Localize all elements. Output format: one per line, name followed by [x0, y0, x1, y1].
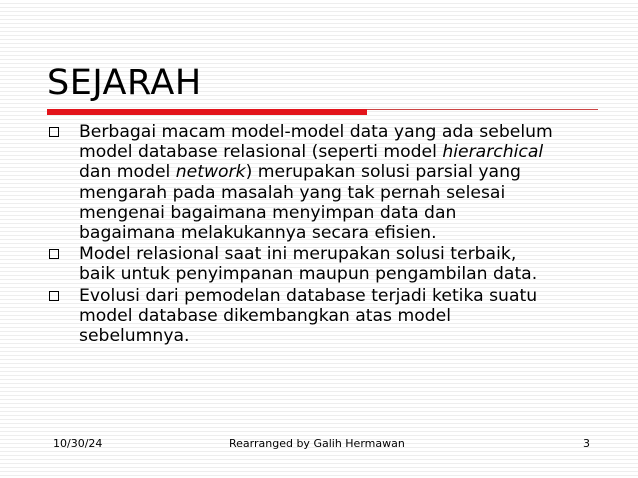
bullet-line — [79, 326, 607, 346]
hollow-square-bullet-icon — [49, 249, 59, 259]
bullet-line — [79, 286, 607, 306]
footer-page-number: 3 — [583, 437, 590, 450]
bullet-line — [79, 183, 607, 203]
hollow-square-bullet-icon — [49, 127, 59, 137]
hollow-square-bullet-icon — [49, 291, 59, 301]
footer-credit: Rearranged by Galih Hermawan — [229, 437, 405, 450]
bullet-text: model database dikembangkan atas model — [79, 305, 451, 326]
bullet-item — [47, 286, 607, 347]
italic-term: network — [175, 162, 246, 183]
bullet-line — [79, 162, 607, 182]
bullet-text: model database relasional (seperti model — [79, 142, 443, 163]
footer-date: 10/30/24 — [53, 437, 103, 450]
bullet-text: bagaimana melakukannya secara efisien. — [79, 223, 437, 244]
bullet-text: Evolusi dari pemodelan database terjadi ketika suatu — [79, 285, 538, 306]
bullet-line — [79, 203, 607, 223]
bullet-text: Model relasional saat ini merupakan solusi terbaik, — [79, 244, 517, 265]
bullet-text: sebelumnya. — [79, 326, 190, 347]
bullet-line — [79, 223, 607, 243]
bullet-line — [79, 122, 607, 142]
bullet-text: Berbagai macam model-model data yang ada sebelum — [79, 122, 553, 142]
bullet-text: mengarah pada masalah yang tak pernah selesai — [79, 182, 506, 203]
bullet-line — [79, 264, 607, 284]
bullet-text: baik untuk penyimpanan maupun pengambilan data. — [79, 264, 538, 285]
bullet-text: mengenai bagaimana menyimpan data dan — [79, 202, 457, 223]
bullet-text: ) merupakan solusi parsial yang — [245, 162, 521, 183]
bullet-text: dan model — [79, 162, 176, 183]
bullet-line — [79, 244, 607, 264]
bullet-line — [79, 142, 607, 162]
bullet-item — [47, 244, 607, 284]
bullet-line — [79, 306, 607, 326]
bullet-item — [47, 122, 607, 243]
bullet-list — [47, 122, 607, 346]
title-underline-accent — [47, 109, 367, 115]
slide-title: SEJARAH — [47, 63, 202, 103]
italic-term: hierarchical — [442, 142, 544, 163]
